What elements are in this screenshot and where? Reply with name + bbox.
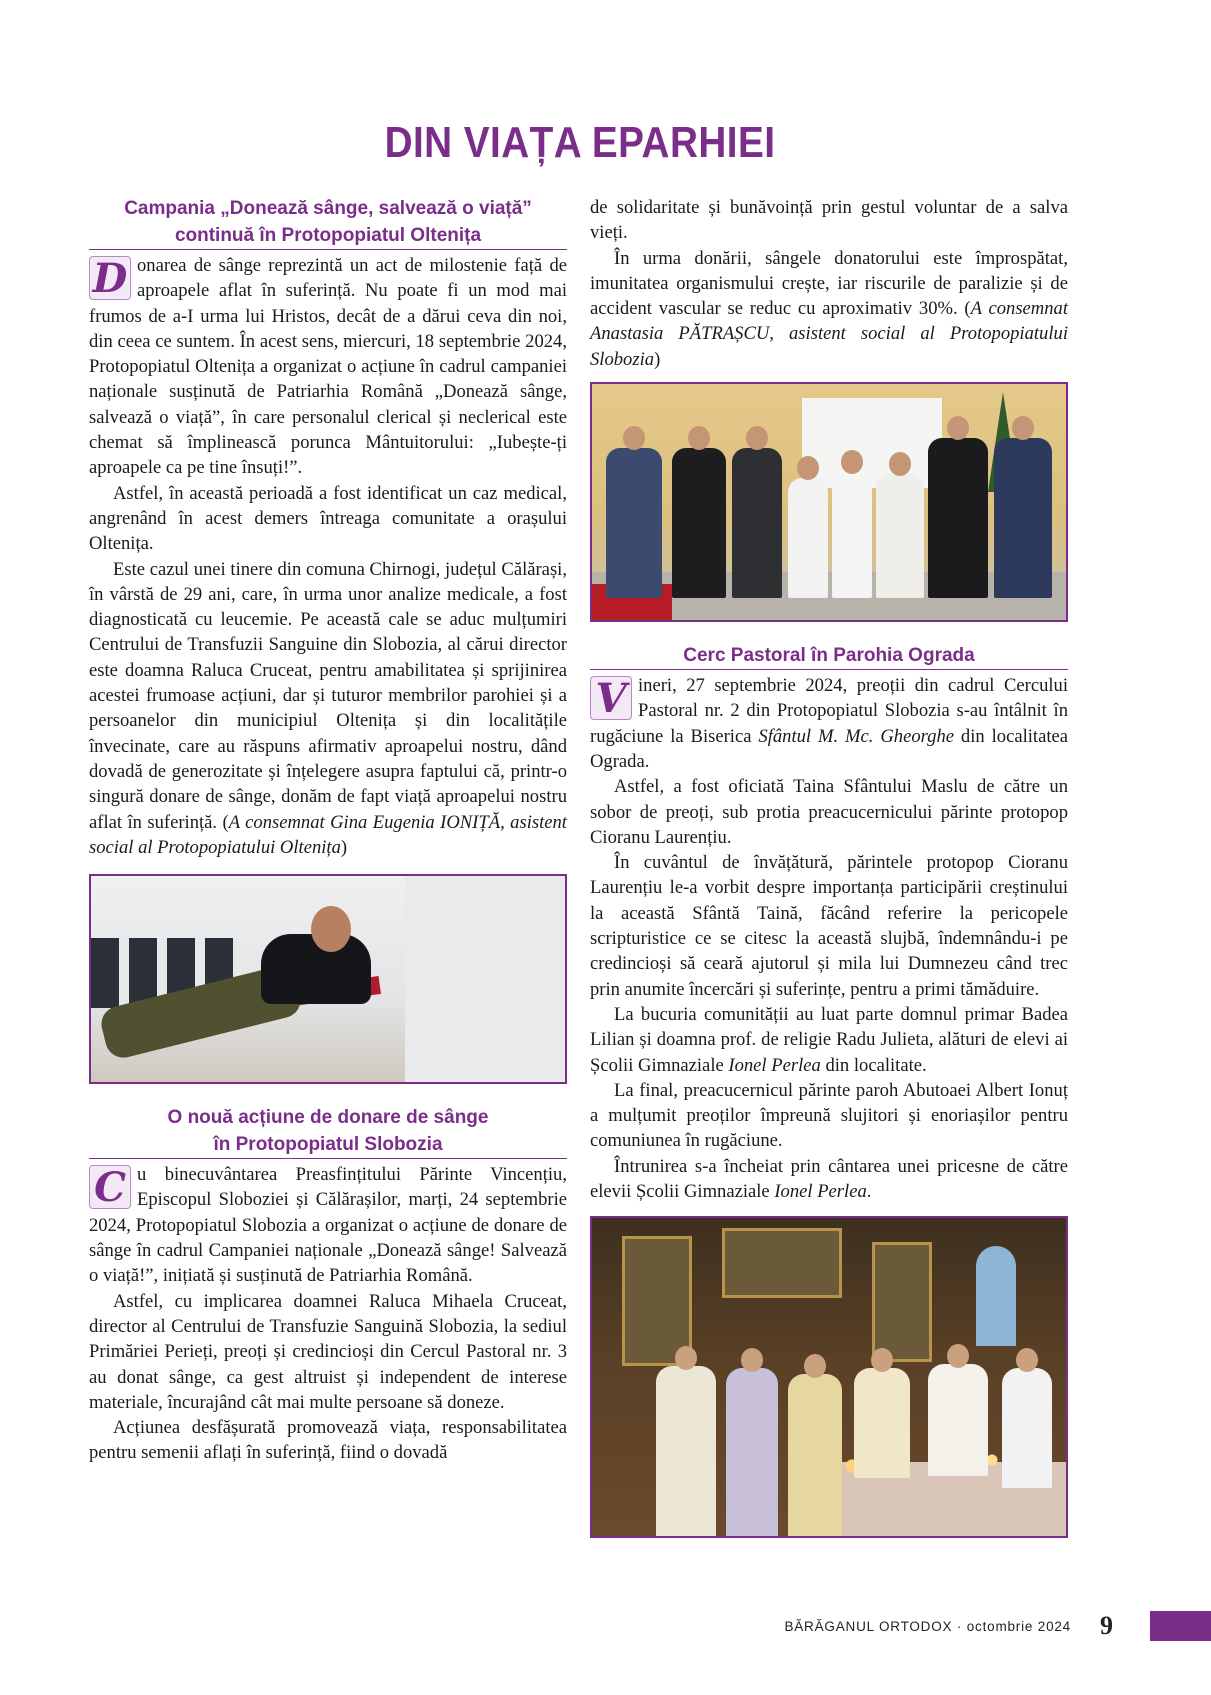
article3-paragraph: Astfel, a fost oficiată Taina Sfântului Maslu de către un sobor de preoți, sub protia preacucernicului părinte protopop Cioranu Laurențiu. (590, 776, 1068, 848)
dropcap: C (89, 1165, 131, 1209)
article1-credit: A consemnat Gina Eugenia IONIȚĂ, asistent social al Protopopiatului Oltenița (89, 811, 567, 858)
dropcap: V (590, 676, 632, 720)
left-column (89, 195, 567, 1466)
article1-paragraph: D onarea de sânge reprezintă un act de milostenie față de aproapele aflat în suferință. Nu poate fi un mod mai frumos de a-I urma lui Hristos, decât de a dărui ceva din noi, din ceea ce suntem. În acest sens, miercuri, 18 septembrie 2024, Protopopiatul Oltenița a organizat o acțiune în cadrul campaniei naționale susținută de Patriarhia Română „Donează sânge, salvează o viață”, în care personalul clerical și neclerical este chemat să împlinească porunca Mântuitorului: „Iubește-ți aproapele ca pe tine însuți!”. (89, 255, 567, 479)
article3-heading: Cerc Pastoral în Parohia Ograda (590, 642, 1068, 670)
article2-paragraph: Acțiunea desfășurată promovează viața, responsabilitatea pentru semenii aflați în suferință, fiind o dovadă (89, 1417, 567, 1464)
page-footer (0, 1607, 1211, 1645)
article3-paragraph: La final, preacucernicul părinte paroh Abutoaei Albert Ionuț a mulțumit preoților împreună slujitori și enoriașilor pentru comuniunea în rugăciune. (590, 1079, 1068, 1152)
article1-paragraph: Astfel, în această perioadă a fost identificat un caz medical, angrenând în acest demers întreaga comunitate a orașului Oltenița. (89, 482, 567, 555)
page-number: 9 (1100, 1611, 1113, 1640)
publication-name: BĂRĂGANUL ORTODOX · octombrie 2024 (784, 1619, 1071, 1634)
page-title: DIN VIAȚA EPARHIEI (384, 118, 776, 167)
dropcap: D (89, 256, 131, 300)
article2-heading: O nouă acțiune de donare de sânge în Protopopiatul Slobozia (89, 1104, 567, 1159)
article2-paragraph: de solidaritate și bunăvoință prin gestul voluntar de a salva vieți. (590, 197, 1068, 244)
article1-heading: Campania „Donează sânge, salvează o viață” continuă în Protopopiatul Oltenița (89, 195, 567, 250)
footer-accent-bar (1150, 1611, 1211, 1641)
article3-paragraph: Întrunirea s-a încheiat prin cântarea unei pricesne de către elevii Școlii Gimnaziale Ionel Perlea. (590, 1155, 1068, 1203)
article2-credit: A consemnat Anastasia PĂTRAȘCU, asistent social al Protopopiatului Slobozia (590, 298, 1068, 370)
article3-paragraph: În cuvântul de învățătură, părintele protopop Cioranu Laurențiu le-a vorbit despre importanța participării creștinului la această Sfântă Taină, făcând referire la pericopele scripturistice ce se citesc la această slujbă, îndemnându-i pe credincioși să ceară ajutorul și mila lui Dumnezeu când trec prin anumite încercări și suferințe, pentru a primi tămăduire. (590, 852, 1068, 1000)
article3-paragraph: La bucuria comunității au luat parte domnul primar Badea Lilian și doamna prof. de religie Radu Julieta, alături de elevi ai Școlii Gimnaziale Ionel Perlea din localitate. (590, 1003, 1068, 1076)
article2-paragraph: Astfel, cu implicarea doamnei Raluca Mihaela Cruceat, director al Centrului de Transfuzie Sanguină Slobozia, la sediul Primăriei Perieți, preoți și credincioși din Cercul Pastoral nr. 3 au donat sânge, ca gest altruist și independent de interese materiale, încurajând cât mai multe persoane să doneze. (89, 1290, 567, 1413)
blood-donation-photo (89, 874, 567, 1084)
church-service-photo (590, 1216, 1068, 1538)
article1-paragraph: Este cazul unei tinere din comuna Chirnogi, județul Călărași, în vârstă de 29 ani, care, în urma unor analize medicale, a fost diagnosticată cu leucemie. Pe această cale se aduc mulțumiri Centrului de Transfuzii Sanguine din Slobozia, al cărui director este doamna Raluca Cruceat, pentru amabilitatea și sprijinirea acestei frumoase acțiuni, dar și tuturor membrilor parohiei și a persoanelor din municipiul Oltenița și din localitățile învecinate, care au răspuns afirmativ aproapelui nostru, dând dovadă de generozitate și înțelegere asupra faptului că, printr-o singură donare de sânge, donăm de fapt viață aproapelui nostru aflat în suferință. (A consemnat Gina Eugenia IONIȚĂ, asistent social al Protopopiatului Oltenița) (89, 558, 567, 858)
article2-paragraph: C u binecuvântarea Preasfințitului Părinte Vincențiu, Episcopul Sloboziei și Călărașilor, marți, 24 septembrie 2024, Protopopiatul Slobozia a organizat o acțiune de donare de sânge în cadrul Campaniei naționale „Donează sânge! Salvează o viață!”, inițiată și susținută de Patriarhia Română. (89, 1164, 567, 1287)
right-column (590, 195, 1068, 1538)
article3-paragraph: V ineri, 27 septembrie 2024, preoții din cadrul Cercului Pastoral nr. 2 din Protopopiatul Slobozia s-au întâlnit în rugăciune la Biserica Sfântul M. Mc. Gheorghe din localitatea Ograda. (590, 675, 1068, 772)
article2-paragraph: În urma donării, sângele donatorului este împrospătat, imunitatea organismului crește, iar riscurile de paralizie și de accident vascular se reduc cu aproximativ 30%. (A consemnat Anastasia PĂTRAȘCU, asistent social al Protopopiatului Slobozia) (590, 247, 1068, 370)
group-photo (590, 382, 1068, 622)
